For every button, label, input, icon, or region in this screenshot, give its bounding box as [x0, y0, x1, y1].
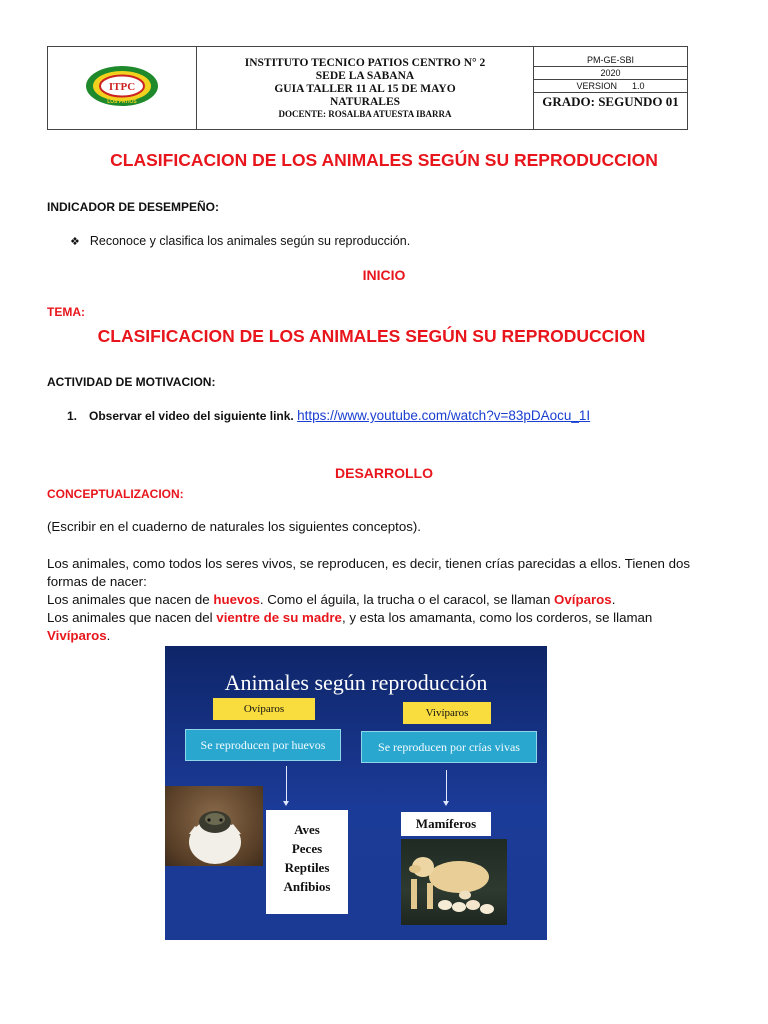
motivacion-item [67, 408, 590, 423]
p2-e: . [611, 592, 616, 607]
oviparos-arrow-icon [286, 766, 287, 802]
diamond-bullet-icon: ❖ [70, 236, 80, 248]
docente-name: DOCENTE: ROSALBA ATUESTA IBARRA [278, 108, 452, 119]
item-text: Observar el video del siguiente link. [89, 409, 294, 423]
header-table [47, 46, 688, 130]
p3-viviparos: Vivíparos [47, 628, 107, 643]
mamiferos-box: Mamíferos [401, 812, 491, 836]
oviparos-desc-box: Se reproducen por huevos [185, 729, 341, 761]
logo-cell [48, 47, 197, 130]
viviparos-arrow-icon [446, 770, 447, 802]
p3-vientre: vientre de su madre [216, 610, 342, 625]
oviparos-box: Ovíparos [213, 698, 315, 720]
logo-text: LOS PATIOS [107, 98, 137, 105]
indicator-label: INDICADOR DE DESEMPEÑO: [47, 200, 220, 214]
header-meta-cell [534, 47, 688, 130]
ovi-item-aves: Aves [294, 822, 320, 837]
conceptualizacion-label: CONCEPTUALIZACION: [47, 487, 184, 501]
doc-version: VERSION 1.0 [534, 79, 687, 92]
indicator-bullet [70, 234, 410, 248]
instruction-text: (Escribir en el cuaderno de naturales los siguientes conceptos). [47, 519, 421, 534]
slide-title: Animales según reproducción [224, 670, 488, 695]
turtle-egg-image [165, 786, 263, 866]
inicio-heading: INICIO [362, 267, 406, 283]
grade-label: GRADO: SEGUNDO 01 [542, 93, 679, 109]
desarrollo-heading: DESARROLLO [335, 465, 433, 481]
item-number: 1. [67, 409, 78, 423]
paragraph-line3 [47, 609, 712, 645]
reproduction-slide [165, 646, 547, 940]
p3-a: Los animales que nacen del [47, 610, 217, 625]
p2-huevos: huevos [213, 592, 260, 607]
tema-label: TEMA: [47, 305, 85, 319]
paragraph-line2 [47, 591, 712, 609]
sede-name: SEDE LA SABANA [315, 69, 415, 82]
ovi-item-reptiles: Reptiles [284, 860, 330, 875]
oviparos-list-box [266, 810, 348, 914]
main-title: CLASIFICACION DE LOS ANIMALES SEGÚN SU REPRODUCCION [110, 150, 658, 170]
doc-code: PM-GE-SBI [534, 54, 687, 67]
institution-name: INSTITUTO TECNICO PATIOS CENTRO N° 2 [244, 56, 486, 69]
svg-text:ITPC: ITPC [108, 80, 136, 93]
p3-e: . [106, 628, 111, 643]
school-logo [84, 64, 160, 108]
guia-title: GUIA TALLER 11 AL 15 DE MAYO [274, 82, 456, 95]
p2-a: Los animales que nacen de [47, 592, 214, 607]
viviparos-desc-box: Se reproducen por crías vivas [361, 731, 537, 763]
p2-c: . Como el águila, la trucha o el caracol, se llaman [259, 592, 555, 607]
indicator-text: Reconoce y clasifica los animales según su reproducción. [89, 234, 411, 248]
video-link[interactable]: https://www.youtube.com/watch?v=83pDAocu_1I [297, 408, 591, 423]
ovi-item-peces: Peces [291, 841, 323, 856]
p3-c: , y esta los amamanta, como los corderos, se llaman [341, 610, 653, 625]
header-title-cell [197, 47, 534, 130]
viviparos-box: Vivíparos [403, 702, 491, 724]
ovi-item-anfibios: Anfibios [283, 879, 331, 894]
concept-paragraph [47, 555, 712, 645]
motivacion-label: ACTIVIDAD DE MOTIVACION: [47, 375, 216, 389]
doc-year: 2020 [534, 66, 687, 79]
subject-name: NATURALES [329, 95, 401, 108]
tema-title: CLASIFICACION DE LOS ANIMALES SEGÚN SU REPRODUCCION [97, 326, 646, 346]
paragraph-line1: Los animales, como todos los seres vivos, se reproducen, es decir, tienen crías parecidas a ellos. Tienen dos formas de nacer: [47, 556, 691, 589]
dog-puppies-image [401, 839, 507, 925]
p2-oviparos: Ovíparos [554, 592, 612, 607]
